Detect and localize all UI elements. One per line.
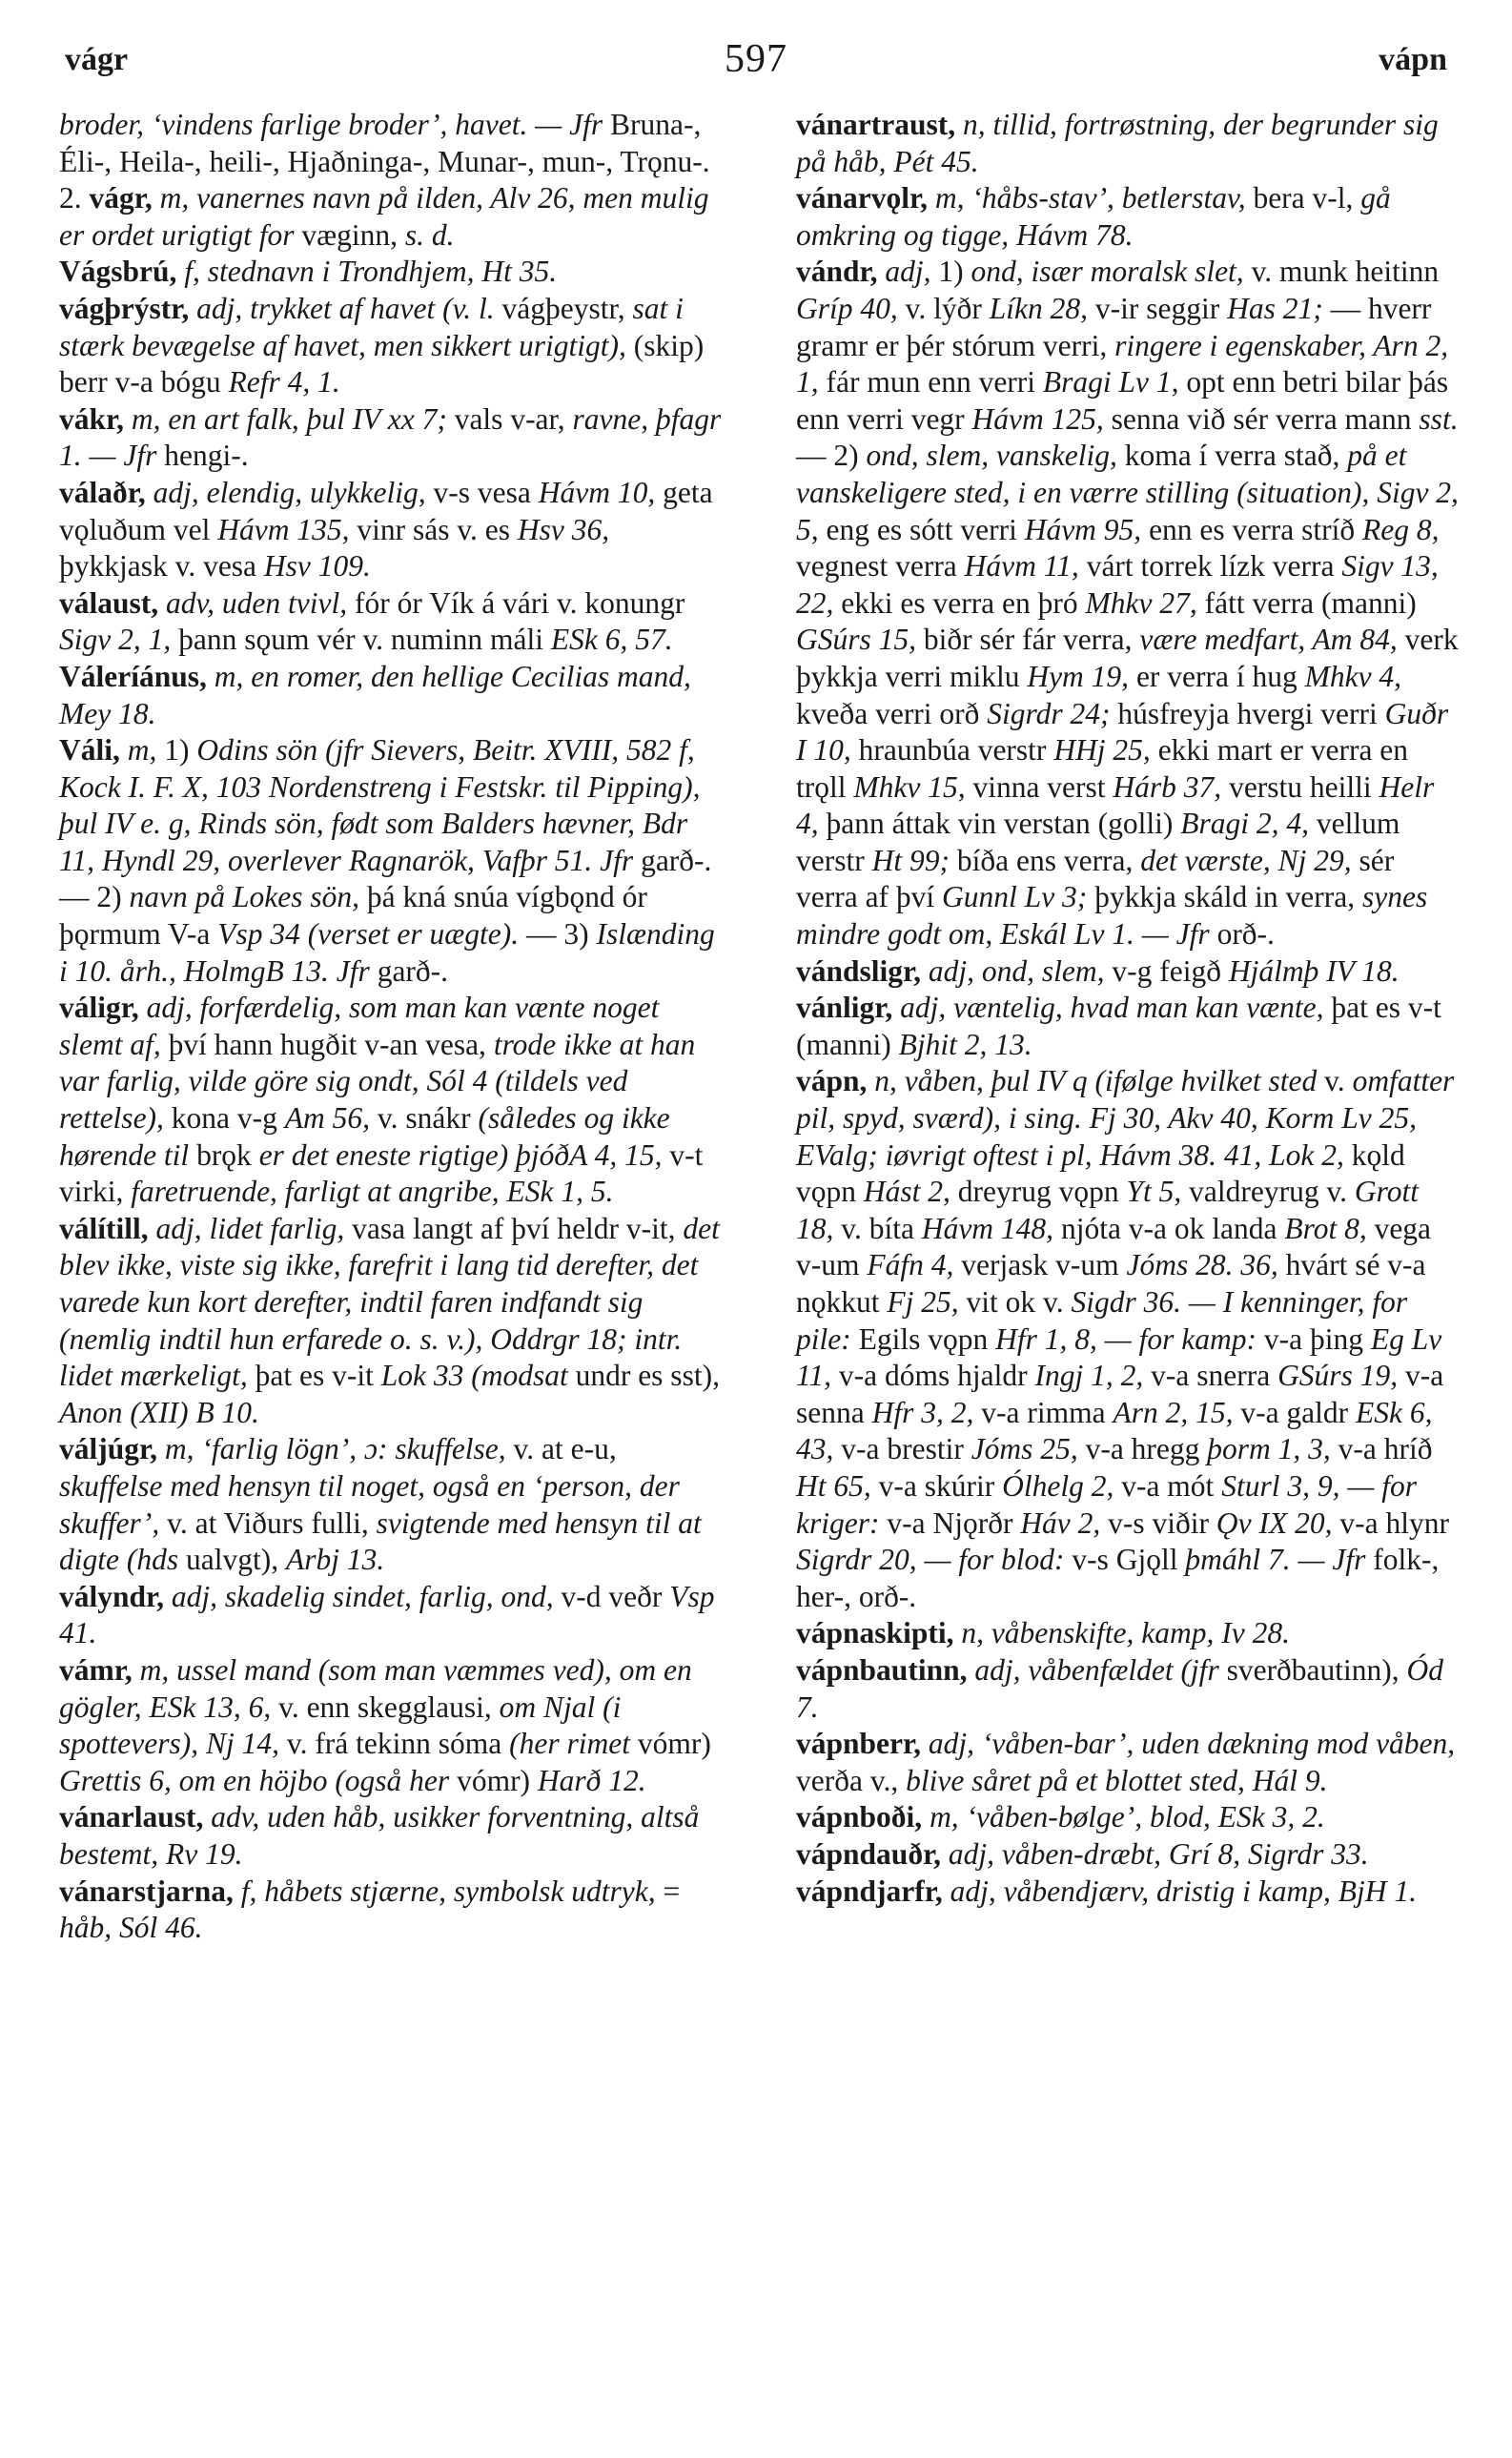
entry-text: várt torrek lízk verra [1086, 549, 1342, 584]
dictionary-entry [796, 1799, 1459, 1836]
entry-text: valdreyrug v. [1189, 1175, 1355, 1209]
entry-text: vómr) [457, 1763, 538, 1797]
entry-text: Hfr 3, 2, [871, 1395, 982, 1429]
entry-text: ond, især moralsk slet, [971, 255, 1252, 289]
entry-text: ekki mart er verra en trǫll [796, 733, 1409, 804]
entry-text: trode ikke at han var farlig, vilde göre sig ondt, Sól 4 (tildels ved rettelse), [59, 1027, 696, 1136]
entry-text: verjask v-um [961, 1248, 1127, 1282]
entry-text: 1) [164, 733, 197, 768]
dictionary-entry [59, 1652, 722, 1799]
entry-text: v. bíta [841, 1211, 922, 1245]
entry-text: = [663, 1874, 681, 1908]
entry-text: ravne, þfagr 1. — Jfr [59, 401, 722, 473]
dictionary-entry [796, 1726, 1459, 1799]
entry-text: Hsv 36, [517, 512, 610, 546]
dictionary-entry [796, 180, 1459, 254]
entry-text: eng es sótt verri [826, 512, 1025, 546]
dictionary-entry [796, 1874, 1459, 1911]
dictionary-entry [796, 107, 1459, 180]
entry-text: s. d. [404, 217, 455, 252]
dictionary-entry [59, 107, 722, 180]
entry-text: adj, trykket af havet (v. l. [196, 291, 502, 325]
entry-text: hengi-. [164, 439, 249, 473]
entry-text: f, stednavn i Trondhjem, Ht 35. [184, 255, 558, 289]
entry-text: v-a hríð [1338, 1432, 1433, 1466]
entry-text: Hárb 37, [1113, 769, 1230, 804]
page-header [57, 34, 1455, 92]
page-number: 597 [725, 37, 787, 81]
entry-text: 1) [938, 255, 971, 289]
entry-text: enn es verra stríð [1149, 512, 1362, 546]
entry-text: kveða verri orð [796, 696, 988, 730]
entry-text: sat i stærk bevægelse af havet, men sikkert urigtigt), [59, 291, 684, 362]
entry-text: Harð 12. [537, 1763, 646, 1797]
entry-text: vinr sás v. es [357, 512, 518, 546]
entry-text: folk-, her-, orð-. [796, 1543, 1440, 1613]
entry-text: adj, væntelig, hvad man kan vænte, [900, 991, 1332, 1025]
entry-text: Egils vǫpn [858, 1321, 996, 1356]
entry-text: ond, slem, vanskelig, [866, 439, 1125, 473]
entry-text: være medfart, Am 84, [1139, 623, 1405, 657]
entry-text: þann sǫum vér v. numinn máli [178, 623, 551, 657]
entry-text: Sigdr 36. — I kenninger, for pile: [796, 1285, 1408, 1356]
entry-headword: vánligr, [796, 991, 901, 1025]
dictionary-entry [59, 659, 722, 732]
entry-text: Grettis 6, om en höjbo (også her [59, 1763, 458, 1797]
entry-headword: válítill, [59, 1211, 156, 1245]
entry-text: ekki es verra en þró [841, 585, 1086, 620]
dictionary-entry [59, 1431, 722, 1578]
entry-text: Hávm 148, [921, 1211, 1061, 1245]
entry-text: adj, lidet farlig, [155, 1211, 353, 1245]
entry-text: adj, skadelig sindet, farlig, ond, [171, 1579, 562, 1613]
entry-text: GSúrs 15, [796, 623, 924, 657]
entry-text: Ǫv IX 20, [1216, 1506, 1340, 1540]
entry-text: faretruende, farligt at angribe, ESk 1, 5. [131, 1175, 614, 1209]
entry-headword: váljúgr, [59, 1432, 165, 1466]
entry-text: Hávm 11, [964, 549, 1087, 584]
dictionary-entry [59, 1579, 722, 1652]
entry-text: v-a hlynr [1339, 1506, 1449, 1540]
dictionary-entry [59, 732, 722, 990]
entry-text: Líkn 28, [989, 291, 1095, 325]
entry-text: broder, ‘vindens farlige broder’, havet. — [59, 108, 570, 141]
entry-text: bera v-l, [1253, 181, 1361, 215]
entry-text: vals v-ar, [454, 401, 573, 436]
entry-text: Jóms 25, [971, 1432, 1086, 1466]
entry-text: Bruna-, Éli-, Heila-, heili-, Hjaðninga-, Munar-, mun-, Trǫnu-. [59, 108, 710, 178]
entry-text: opt enn betri bilar þás enn verri vegr [796, 365, 1449, 436]
entry-text: sverðbautinn), [1226, 1652, 1407, 1687]
entry-text: Mhkv 15, [853, 769, 973, 804]
entry-text: v. at e-u, [513, 1432, 617, 1466]
entry-text: adj, ond, slem, [928, 953, 1113, 988]
dictionary-entry [59, 1874, 722, 1947]
entry-text: v-s viðir [1108, 1506, 1216, 1540]
dictionary-entry [59, 585, 722, 659]
entry-text: v. munk heitinn [1251, 255, 1440, 289]
left-column [59, 107, 722, 1947]
entry-text: Hávm 95, [1024, 512, 1150, 546]
entry-text: Sigv 2, 1, [59, 623, 179, 657]
entry-text: adv, uden tvivl, [166, 585, 355, 620]
entry-text: Fáfn 4, [867, 1248, 962, 1282]
entry-text: Arbj 13. [285, 1543, 385, 1577]
dictionary-entry [796, 1652, 1459, 1726]
entry-text: ringere i egenskaber, Arn 2, 1, [796, 328, 1449, 399]
entry-text: væginn, [301, 217, 405, 252]
entry-text: adv, uden håb, usikker forventning, altså bestemt, Rv 19. [59, 1800, 700, 1871]
dictionary-entry [59, 990, 722, 1211]
entry-text: m, ‘farlig lögn’, ɔ: skuffelse, [164, 1432, 514, 1466]
entry-text: vega v-um [796, 1211, 1432, 1282]
entry-text: hvárt sé v-a nǫkkut [796, 1248, 1426, 1319]
entry-text: n, våbenskifte, kamp, Iv 28. [961, 1616, 1290, 1650]
entry-headword: vápn, [796, 1064, 875, 1098]
entry-text: Mhkv 27, [1085, 585, 1205, 620]
entry-text: brǫk [196, 1137, 259, 1172]
entry-headword: Vágsbrú, [59, 255, 185, 289]
entry-text: Bragi Lv 1, [1042, 365, 1187, 399]
entry-headword: vánarlaust, [59, 1800, 212, 1834]
entry-text: adj, [885, 255, 939, 289]
entry-headword: vákr, [59, 401, 132, 436]
entry-text: þá kná snúa vígbǫnd ór þǫrmum V-a [59, 880, 647, 952]
entry-text: Am 56, [284, 1101, 378, 1136]
entry-text: v-a skúrir [878, 1468, 1003, 1503]
entry-text: Jóms 28. 36, [1126, 1248, 1286, 1282]
entry-text: v-t virki, [59, 1137, 704, 1209]
entry-text: Islænding i 10. årh., HolmgB 13. Jfr [59, 917, 715, 988]
dictionary-entry [796, 1615, 1459, 1652]
entry-text: fór ór Vík á vári v. konungr [355, 585, 685, 620]
entry-text: v-a mót [1121, 1468, 1222, 1503]
entry-text: þann áttak vin verstan (golli) [826, 807, 1181, 841]
entry-text: (skip) berr v-a bógu [59, 328, 705, 399]
entry-text: vegnest verra [796, 549, 965, 584]
dictionary-entry [59, 291, 722, 401]
entry-text: sst. [1419, 401, 1459, 436]
entry-text: verða v., [796, 1763, 907, 1797]
entry-text: Odins sön (jfr Sievers, Beitr. XVIII, 582 f, Kock I. F. X, 103 Nordenstreng i Festskr. til Pipping), þul IV e. g, Rinds sön, født som Balders hævner, Bdr 11, Hyndl 29, overlever Ragnarök, Vafþr 51. Jfr [59, 733, 701, 877]
entry-text: garð-. [377, 953, 449, 988]
entry-text: det blev ikke, viste sig ikke, farefrit i lang tid derefter, det varede kun kort derefter, indtil faren indfandt sig (nemlig indtil hun erfarede o. s. v.), Oddrgr 18; intr. lidet mærkeligt, [59, 1211, 720, 1393]
dictionary-entry [796, 990, 1459, 1063]
entry-text: m, ussel mand (som man væmmes ved), om en gögler, ESk 13, 6, [59, 1652, 692, 1724]
entry-headword: válaðr, [59, 475, 153, 509]
entry-text: verk þykkja verri miklu [796, 623, 1459, 693]
entry-text: Sigrdr 20, — for blod: [796, 1543, 1073, 1577]
entry-text: v-a snerra [1151, 1359, 1278, 1393]
dictionary-entry [796, 254, 1459, 952]
dictionary-entry [59, 254, 722, 291]
entry-headword: Váli, [59, 733, 128, 768]
entry-text: v-a hregg [1085, 1432, 1208, 1466]
entry-text: adj, forfærdelig, som man kan vænte noget slemt af, [59, 991, 660, 1061]
entry-headword: váligr, [59, 991, 147, 1025]
dictionary-entry [59, 1799, 722, 1873]
entry-text: v-g feigð [1112, 953, 1229, 988]
entry-text: skuffelse med hensyn til noget, også en ‘person, der skuffer’, [59, 1468, 680, 1540]
entry-text: njóta v-a ok landa [1060, 1211, 1285, 1245]
entry-text: Ht 65, [796, 1468, 879, 1503]
entry-text: adj, våben-dræbt, Grí 8, Sigrdr 33. [948, 1836, 1369, 1871]
entry-text: þykkjask v. vesa [59, 549, 264, 584]
entry-text: m, [127, 733, 165, 768]
entry-text: v-s Gjǫll [1072, 1543, 1186, 1577]
entry-text: Eg Lv 11, [796, 1321, 1442, 1393]
entry-text: Grott 18, [796, 1175, 1420, 1245]
entry-text: Guðr I 10, [796, 696, 1449, 768]
entry-headword: válaust, [59, 585, 167, 620]
entry-text: m, en romer, den hellige Cecilias mand, Mey 18. [59, 659, 691, 730]
entry-text: HHj 25, [1053, 733, 1158, 768]
entry-headword: vánarstjarna, [59, 1874, 241, 1908]
entry-text: m, ‘våben-bølge’, blod, ESk 3, 2. [930, 1800, 1325, 1834]
entry-text: Refr 4, 1. [228, 365, 340, 399]
entry-text: det værste, Nj 29, [1140, 843, 1359, 877]
entry-text: er det eneste rigtige) þjóðA 4, 15, [258, 1137, 670, 1172]
entry-text: vellum verstr [796, 807, 1400, 877]
entry-text: ualvgt), [185, 1543, 286, 1577]
entry-text: ESk 6, 57. [550, 623, 673, 657]
entry-text: blive såret på et blottet sted, Hál 9. [906, 1763, 1328, 1797]
entry-text: Reg 8, [1361, 512, 1440, 546]
entry-text: því hann hugðit v-an vesa, [168, 1027, 494, 1061]
entry-text: kona v-g [171, 1101, 285, 1136]
entry-text: Has 21; [1227, 291, 1331, 325]
entry-text: v-a dóms hjaldr [838, 1359, 1035, 1393]
entry-text: fátt verra (manni) [1204, 585, 1417, 620]
entry-text: f, håbets stjærne, symbolsk udtryk, [240, 1874, 664, 1908]
entry-text: v-a Njǫrðr [887, 1506, 1021, 1540]
entry-text: geta vǫluðum vel [59, 475, 713, 546]
entry-text: Yt 5, [1126, 1175, 1190, 1209]
entry-text: n, våben, þul IV q (ifølge hvilket sted [874, 1064, 1325, 1098]
entry-text: adj, våbenfældet (jfr [974, 1652, 1227, 1687]
entry-text: Hávm 125, [971, 401, 1112, 436]
entry-text: undr es sst), [575, 1359, 720, 1393]
entry-text: Ólhelg 2, [1002, 1468, 1122, 1503]
entry-text: v-a rimma [981, 1395, 1114, 1429]
entry-text: þat es v-it [255, 1359, 381, 1393]
entry-text: gå omkring og tigge, Hávm 78. [796, 181, 1391, 252]
entry-text: Sigrdr 24; [987, 696, 1118, 730]
entry-text: er verra í hug [1135, 659, 1305, 693]
entry-text: Mhkv 4, [1304, 659, 1402, 693]
entry-text: þorm 1, 3, [1207, 1432, 1338, 1466]
entry-text: Hsv 109. [263, 549, 371, 584]
entry-text: adj, elendig, ulykkelig, [153, 475, 434, 509]
entry-text: adj, våbendjærv, dristig i kamp, BjH 1. [950, 1874, 1417, 1908]
entry-headword: Váleríánus, [59, 659, 215, 693]
entry-text: biðr sér fár verra, [923, 623, 1140, 657]
entry-text: navn på Lokes sön, [129, 880, 367, 914]
entry-text: v-a brestir [841, 1432, 971, 1466]
entry-text: ESk 6, 43, [796, 1395, 1433, 1466]
entry-text: v. snákr [377, 1101, 479, 1136]
entry-text: vómr) [637, 1727, 711, 1761]
entry-text: þmáhl 7. — Jfr [1185, 1543, 1374, 1577]
entry-text: Gríp 40, [796, 291, 906, 325]
entry-text: Sturl 3, 9, — for kriger: [796, 1468, 1417, 1540]
entry-text: Ht 99; [871, 843, 957, 877]
entry-text: — 3) [525, 917, 597, 952]
entry-headword: vápndjarfr, [796, 1874, 950, 1908]
entry-text: Brot 8, [1284, 1211, 1375, 1245]
entry-text: håb, Sól 46. [59, 1911, 203, 1945]
entry-text: garð-. — 2) [59, 843, 712, 914]
entry-text: dreyrug vǫpn [957, 1175, 1127, 1209]
entry-text: v. lýðr [905, 291, 990, 325]
entry-headword: vágþrýstr, [59, 291, 197, 325]
entry-text: Hym 19, [1027, 659, 1136, 693]
entry-text: sér verra af því [796, 843, 1395, 914]
entry-text: koma í verra stað, [1124, 439, 1348, 473]
dictionary-entry [796, 1836, 1459, 1874]
entry-text: Hávm 10, [538, 475, 664, 509]
entry-headword: vápnaskipti, [796, 1616, 962, 1650]
entry-text: Lok 33 (modsat [380, 1359, 576, 1393]
entry-text: 2. [59, 181, 90, 215]
entry-text: v-a galdr [1240, 1395, 1357, 1429]
entry-text: n, tillid, fortrøstning, der begrunder sig på håb, Pét 45. [796, 108, 1439, 178]
entry-headword: vánarvǫlr, [796, 181, 935, 215]
entry-text: Háv 2, [1020, 1506, 1109, 1540]
entry-text: — hverr gramr er þér stórum verri, [796, 291, 1432, 362]
entry-text: om Njal (i spottevers), Nj 14, [59, 1690, 622, 1761]
entry-text: v-a senna [796, 1359, 1444, 1429]
dictionary-entry [59, 475, 722, 585]
entry-text: Ingj 1, 2, [1034, 1359, 1152, 1393]
entry-text: Vsp 41. [59, 1579, 715, 1650]
entry-text: Bjhit 2, 13. [898, 1027, 1032, 1061]
entry-headword: vánartraust, [796, 108, 963, 141]
entry-text: v-s vesa [433, 475, 539, 509]
dictionary-entry [796, 1063, 1459, 1615]
entry-text: v-ir seggir [1094, 291, 1228, 325]
right-column [796, 107, 1459, 1910]
entry-headword: vályndr, [59, 1579, 172, 1613]
entry-text: — 2) [796, 439, 867, 473]
entry-text: (således og ikke hørende til [59, 1101, 670, 1172]
entry-text: v. [1324, 1064, 1353, 1098]
entry-text: orð-. [1216, 917, 1275, 952]
entry-text: Ód 7. [796, 1652, 1444, 1724]
entry-text: vinna verst [972, 769, 1114, 804]
entry-text: Helr 4, [796, 769, 1435, 841]
entry-text: (her rimet [509, 1727, 638, 1761]
entry-text: Hávm 135, [217, 512, 358, 546]
entry-text: þykkja skáld in verra, [1094, 880, 1362, 914]
entry-headword: vámr, [59, 1652, 140, 1687]
entry-text: v-a þing [1263, 1321, 1371, 1356]
entry-text: senna við sér verra mann [1111, 401, 1420, 436]
dictionary-entry [59, 180, 722, 254]
entry-text: vágþeystr, [501, 291, 633, 325]
entry-text: Hfr 1, 8, — for kamp: [995, 1321, 1264, 1356]
entry-headword: vándr, [796, 255, 886, 289]
entry-text: GSúrs 19, [1277, 1359, 1405, 1393]
entry-text: Hást 2, [863, 1175, 958, 1209]
entry-text: omfatter pil, spyd, sværd), i sing. Fj 30, Akv 40, Korm Lv 25, EValg; iøvrigt oftest i pl, Hávm 38. 41, Lok 2, [796, 1064, 1455, 1172]
entry-text: v-d veðr [561, 1579, 670, 1613]
entry-text: Fj 25, [887, 1285, 967, 1319]
entry-text: fár mun enn verri [826, 365, 1043, 399]
entry-text: Jfr [569, 108, 611, 141]
entry-text: húsfreyja hvergi verri [1117, 696, 1385, 730]
entry-text: v. frá tekinn sóma [286, 1727, 510, 1761]
entry-headword: vápnberr, [796, 1727, 929, 1761]
entry-headword: vándsligr, [796, 953, 929, 988]
entry-text: på et vanskeligere sted, i en værre stilling (situation), Sigv 2, 5, [796, 439, 1459, 546]
dictionary-entry [796, 953, 1459, 991]
dictionary-entry [59, 401, 722, 475]
entry-text: m, en art falk, þul IV xx 7; [131, 401, 455, 436]
entry-text: adj, ‘våben-bar’, uden dækning mod våben, [928, 1727, 1456, 1761]
entry-text: Anon (XII) B 10. [59, 1395, 259, 1429]
entry-text: svigtende med hensyn til at digte (hds [59, 1506, 702, 1577]
entry-text: Arn 2, 15, [1113, 1395, 1241, 1429]
entry-headword: vápndauðr, [796, 1836, 949, 1871]
dictionary-entry [59, 1211, 722, 1432]
entry-text: Sigv 13, 22, [796, 549, 1439, 620]
entry-text: Hjálmþ IV 18. [1228, 953, 1400, 988]
left-running-headword: vágr [65, 42, 129, 77]
entry-text: v. at Viðurs fulli, [167, 1506, 377, 1540]
entry-text: m, ‘håbs-stav’, betlerstav, [934, 181, 1254, 215]
entry-headword: vápnbautinn, [796, 1652, 975, 1687]
entry-text: synes mindre godt om, Eskál Lv 1. — Jfr [796, 880, 1428, 952]
entry-text: verstu heilli [1229, 769, 1379, 804]
entry-text: Bragi 2, 4, [1180, 807, 1317, 841]
entry-text: Gunnl Lv 3; [942, 880, 1095, 914]
entry-headword: vágr, [89, 181, 160, 215]
entry-headword: vápnboði, [796, 1800, 930, 1834]
entry-text: Vsp 34 (verset er uægte). [217, 917, 526, 952]
entry-text: þat es v-t (manni) [796, 991, 1441, 1061]
entry-text: vit ok v. [966, 1285, 1072, 1319]
entry-text: v. enn skegglausi, [278, 1690, 500, 1724]
entry-text: bíða ens verra, [956, 843, 1141, 877]
entry-text: hraunbúa verstr [858, 733, 1054, 768]
right-running-headword: vápn [1379, 42, 1447, 77]
entry-text: kǫld vǫpn [796, 1137, 1405, 1209]
entry-text: m, vanernes navn på ilden, Alv 26, men mulig er ordet urigtigt for [59, 181, 709, 252]
entry-text: vasa langt af því heldr v-it, [352, 1211, 684, 1245]
